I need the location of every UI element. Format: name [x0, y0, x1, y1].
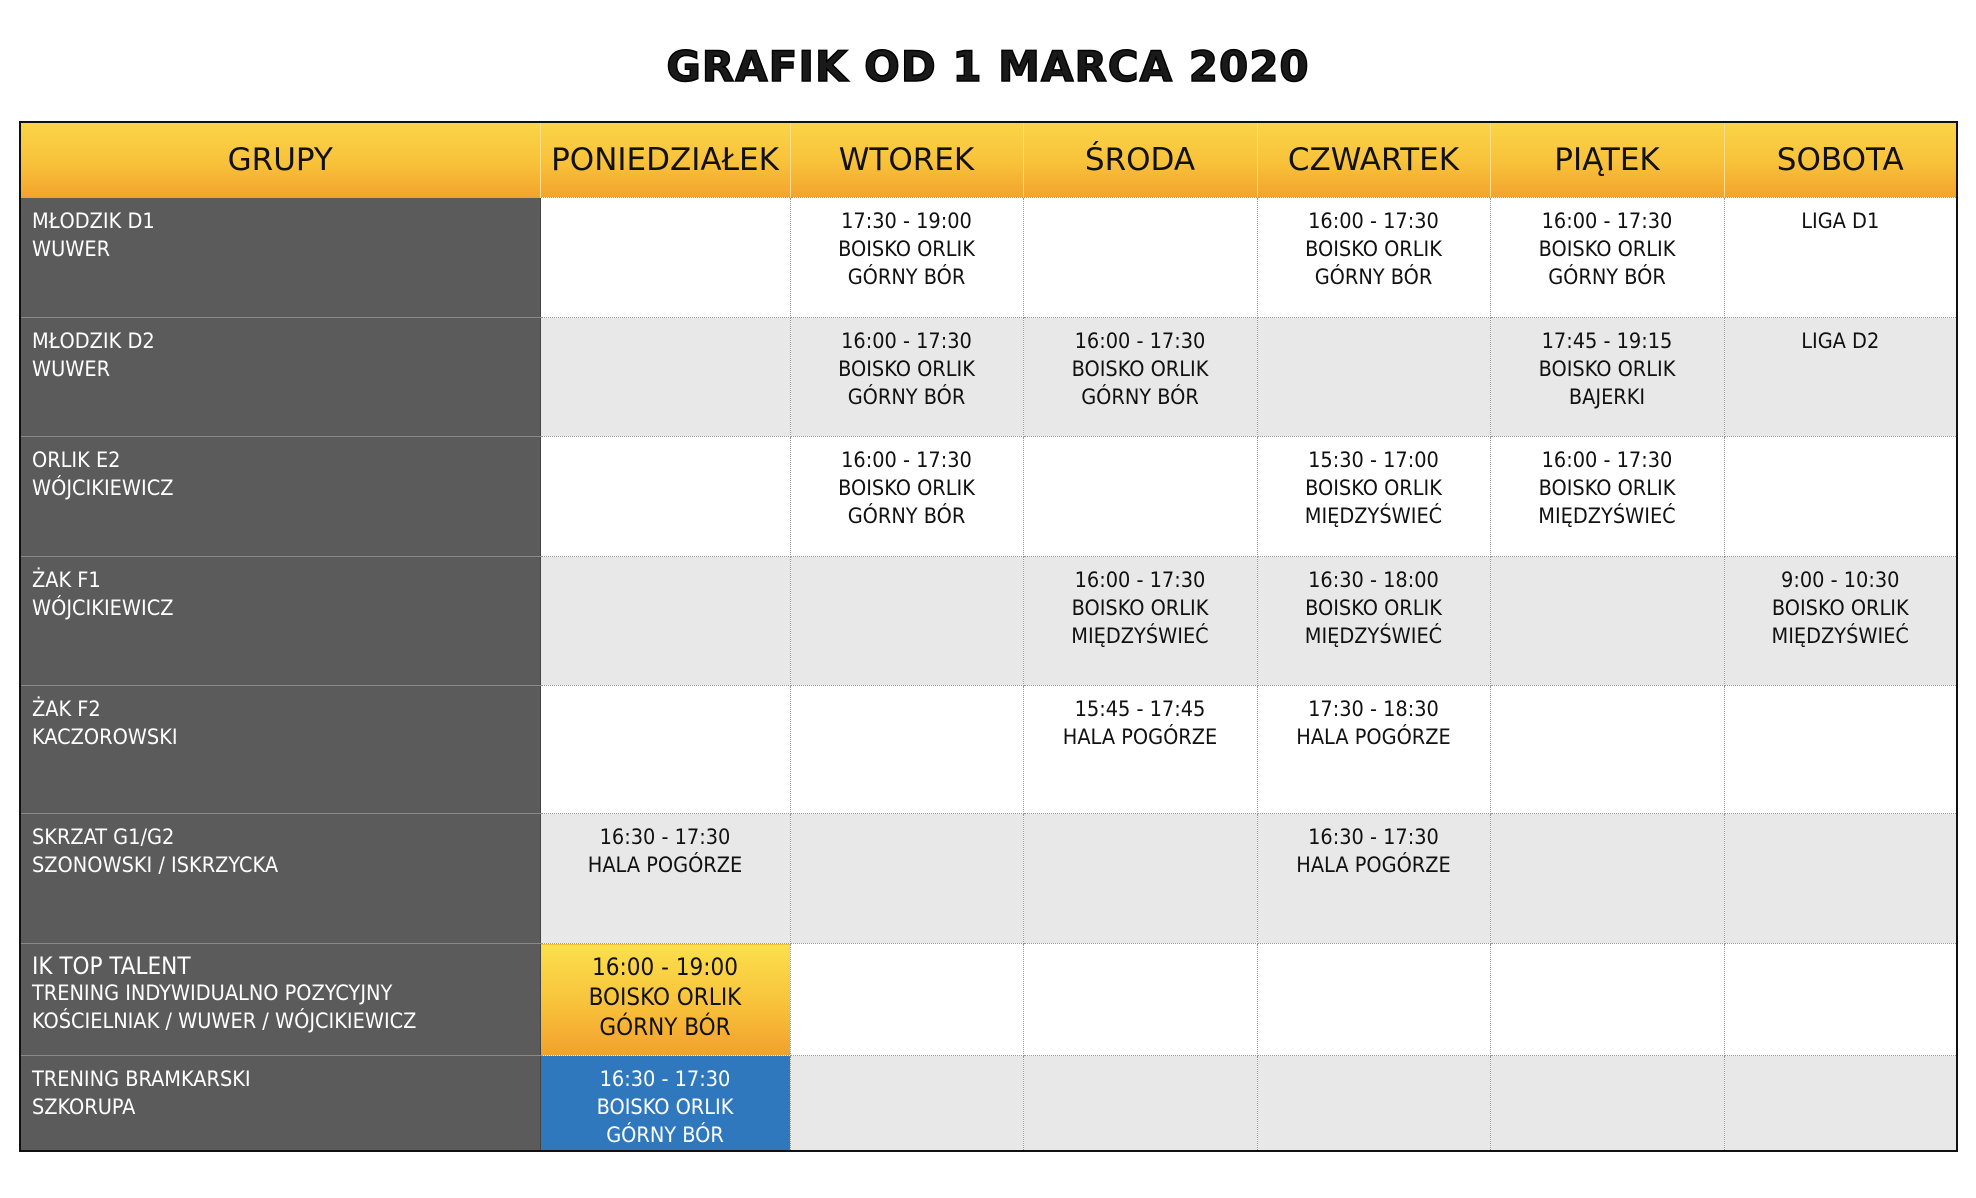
- session-place: BOISKO ORLIK: [1538, 357, 1676, 382]
- schedule-cell: [1724, 198, 1957, 318]
- schedule-cell: [1257, 814, 1490, 944]
- schedule-cell: [790, 437, 1023, 557]
- group-subtitle: TRENING INDYWIDUALNO POZYCYJNY: [32, 981, 393, 1006]
- header-grupy: GRUPY: [20, 122, 540, 198]
- group-cell: [20, 944, 540, 1056]
- schedule-cell: [1724, 686, 1957, 814]
- schedule-cell: [1490, 814, 1724, 944]
- session-label: LIGA D1: [1801, 209, 1880, 234]
- page-title: GRAFIK OD 1 MARCA 2020: [666, 42, 1310, 91]
- schedule-cell: [1724, 557, 1957, 686]
- schedule-cell: [1257, 557, 1490, 686]
- schedule-cell: [1490, 686, 1724, 814]
- session-place: BOISKO ORLIK: [1771, 596, 1909, 621]
- session-time: 15:30 - 17:00: [1308, 448, 1439, 473]
- session-time: 16:00 - 17:30: [841, 329, 972, 354]
- schedule-cell: [790, 944, 1023, 1056]
- group-cell: [20, 557, 540, 686]
- table-row: [20, 1056, 1957, 1152]
- schedule-cell: [1724, 318, 1957, 437]
- group-coach: WUWER: [32, 357, 111, 382]
- group-cell: [20, 1056, 540, 1152]
- table-row: [20, 198, 1957, 318]
- session-place: BOISKO ORLIK: [588, 983, 742, 1011]
- session-time: 16:30 - 17:30: [599, 825, 731, 850]
- session-time: 16:00 - 17:30: [841, 448, 972, 473]
- session-place-detail: GÓRNY BÓR: [606, 1123, 724, 1148]
- table-row: [20, 814, 1957, 944]
- schedule-cell: [790, 1056, 1023, 1152]
- session-place-detail: GÓRNY BÓR: [1081, 385, 1199, 410]
- group-cell: [20, 318, 540, 437]
- group-coach: KACZOROWSKI: [32, 725, 178, 750]
- schedule-cell: [540, 318, 790, 437]
- schedule-cell-highlighted: [540, 1056, 790, 1152]
- session-place: BOISKO ORLIK: [1305, 476, 1442, 501]
- schedule-cell: [1724, 944, 1957, 1056]
- session-label: LIGA D2: [1801, 329, 1880, 354]
- session-time: 17:45 - 19:15: [1541, 329, 1673, 354]
- schedule-cell: [1490, 437, 1724, 557]
- schedule-cell: [540, 814, 790, 944]
- session-place: BOISKO ORLIK: [838, 237, 975, 262]
- table-row: [20, 686, 1957, 814]
- session-time: 16:00 - 17:30: [1541, 209, 1673, 234]
- session-place: HALA POGÓRZE: [587, 853, 743, 878]
- group-cell: [20, 814, 540, 944]
- group-name: MŁODZIK D2: [32, 329, 155, 354]
- session-place: BOISKO ORLIK: [1538, 476, 1676, 501]
- session-time: 16:30 - 17:30: [599, 1067, 731, 1092]
- group-cell: [20, 198, 540, 318]
- session-place-detail: GÓRNY BÓR: [1548, 265, 1666, 290]
- session-place-detail: GÓRNY BÓR: [599, 1013, 731, 1041]
- group-coach: WÓJCIKIEWICZ: [32, 476, 174, 501]
- schedule-cell: [1257, 318, 1490, 437]
- session-place: BOISKO ORLIK: [1305, 237, 1442, 262]
- session-place-detail: GÓRNY BÓR: [1314, 265, 1433, 290]
- schedule-cell: [790, 318, 1023, 437]
- group-name: SKRZAT G1/G2: [32, 825, 175, 850]
- header-wtorek: WTOREK: [790, 122, 1023, 198]
- group-cell: [20, 686, 540, 814]
- session-place: BOISKO ORLIK: [596, 1095, 734, 1120]
- schedule-cell: [1490, 198, 1724, 318]
- session-place-detail: GÓRNY BÓR: [847, 504, 966, 529]
- schedule-cell: [790, 198, 1023, 318]
- schedule-cell: [1257, 198, 1490, 318]
- session-place-detail: MIĘDZYŚWIEĆ: [1304, 504, 1443, 529]
- group-coach: KOŚCIELNIAK / WUWER / WÓJCIKIEWICZ: [32, 1009, 417, 1034]
- header-poniedzialek: PONIEDZIAŁEK: [540, 122, 790, 198]
- group-coach: WUWER: [32, 236, 111, 262]
- session-place: BOISKO ORLIK: [1305, 596, 1442, 621]
- table-row: [20, 557, 1957, 686]
- session-time: 16:00 - 17:30: [1074, 329, 1206, 354]
- schedule-cell: [1257, 1056, 1490, 1152]
- schedule-cell: [1023, 557, 1257, 686]
- group-name: ŻAK F1: [32, 568, 101, 593]
- session-time: 16:00 - 17:30: [1541, 448, 1673, 473]
- session-time: 16:00 - 17:30: [1308, 209, 1439, 234]
- session-place: BOISKO ORLIK: [838, 357, 975, 382]
- header-piatek: PIĄTEK: [1490, 122, 1724, 198]
- session-place: BOISKO ORLIK: [838, 476, 975, 501]
- schedule-cell: [1724, 814, 1957, 944]
- group-cell: [20, 437, 540, 557]
- schedule-cell: [1257, 686, 1490, 814]
- schedule-cell: [540, 686, 790, 814]
- session-time: 16:30 - 18:00: [1308, 568, 1439, 593]
- session-place: HALA POGÓRZE: [1296, 725, 1451, 750]
- table-row: [20, 437, 1957, 557]
- group-name: ŻAK F2: [32, 697, 101, 722]
- header-czwartek: CZWARTEK: [1257, 122, 1490, 198]
- group-coach: SZONOWSKI / ISKRZYCKA: [32, 853, 279, 878]
- schedule-cell: [1023, 944, 1257, 1056]
- schedule-cell: [1023, 1056, 1257, 1152]
- group-coach: WÓJCIKIEWICZ: [32, 596, 174, 621]
- schedule-cell: [1023, 814, 1257, 944]
- schedule-cell: [790, 557, 1023, 686]
- session-time: 16:00 - 19:00: [592, 953, 738, 981]
- schedule-cell: [540, 437, 790, 557]
- session-time: 16:30 - 17:30: [1308, 825, 1439, 850]
- session-place: BOISKO ORLIK: [1071, 596, 1209, 621]
- session-time: 17:30 - 19:00: [841, 209, 972, 234]
- header-sroda: ŚRODA: [1023, 122, 1257, 198]
- schedule-cell-highlighted: [540, 944, 790, 1056]
- session-place-detail: GÓRNY BÓR: [847, 385, 966, 410]
- session-time: 9:00 - 10:30: [1781, 568, 1900, 593]
- schedule-cell: [1257, 437, 1490, 557]
- session-time: 16:00 - 17:30: [1074, 568, 1206, 593]
- header-sobota: SOBOTA: [1724, 122, 1957, 198]
- session-time: 15:45 - 17:45: [1074, 697, 1206, 722]
- schedule-cell: [1490, 1056, 1724, 1152]
- schedule-cell: [1490, 318, 1724, 437]
- table-row: [20, 944, 1957, 1056]
- session-place-detail: MIĘDZYŚWIEĆ: [1538, 504, 1676, 529]
- schedule-table: [19, 121, 1958, 1152]
- schedule-cell: [1023, 686, 1257, 814]
- schedule-cell: [1724, 1056, 1957, 1152]
- schedule-cell: [540, 198, 790, 318]
- session-place: HALA POGÓRZE: [1062, 725, 1218, 750]
- session-place-detail: BAJERKI: [1568, 385, 1646, 410]
- schedule-cell: [1490, 944, 1724, 1056]
- session-place: BOISKO ORLIK: [1071, 357, 1209, 382]
- table-row: [20, 318, 1957, 437]
- schedule-cell: [1023, 198, 1257, 318]
- group-name: IK TOP TALENT: [32, 952, 191, 980]
- schedule-cell: [1724, 437, 1957, 557]
- group-name: TRENING BRAMKARSKI: [32, 1067, 251, 1092]
- schedule-cell: [790, 686, 1023, 814]
- session-place: BOISKO ORLIK: [1538, 237, 1676, 262]
- schedule-cell: [1257, 944, 1490, 1056]
- schedule-cell: [1023, 318, 1257, 437]
- session-place-detail: MIĘDZYŚWIEĆ: [1304, 624, 1443, 649]
- schedule-cell: [790, 814, 1023, 944]
- header-row: [20, 122, 1957, 198]
- session-time: 17:30 - 18:30: [1308, 697, 1439, 722]
- schedule-cell: [1490, 557, 1724, 686]
- session-place-detail: MIĘDZYŚWIEĆ: [1771, 624, 1909, 649]
- session-place-detail: GÓRNY BÓR: [847, 265, 966, 290]
- group-name: ORLIK E2: [32, 448, 121, 473]
- group-coach: SZKORUPA: [32, 1095, 136, 1120]
- schedule-cell: [1023, 437, 1257, 557]
- session-place-detail: MIĘDZYŚWIEĆ: [1071, 624, 1209, 649]
- group-name: MŁODZIK D1: [32, 208, 155, 234]
- session-place: HALA POGÓRZE: [1296, 853, 1451, 878]
- schedule-cell: [540, 557, 790, 686]
